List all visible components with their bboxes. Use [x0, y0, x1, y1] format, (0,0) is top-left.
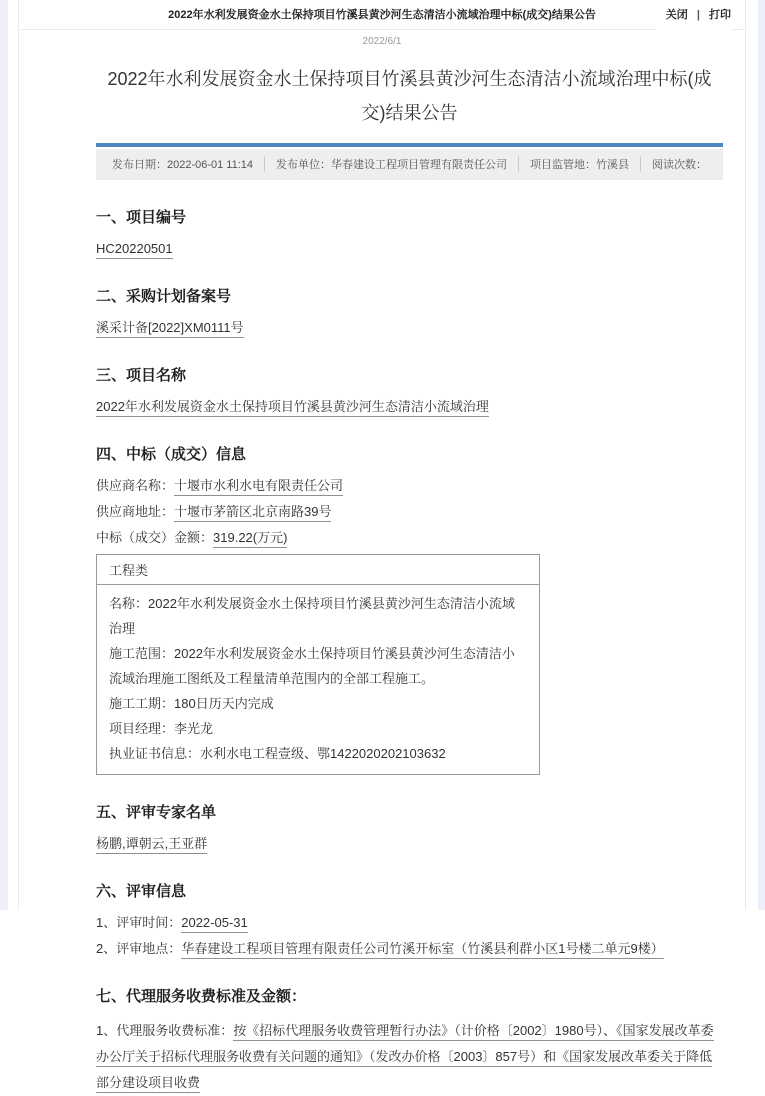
toolbar-separator: | [696, 9, 700, 21]
toolbar-actions [656, 0, 731, 30]
meta-views-label: 阅读次数： [652, 159, 708, 171]
agency-fee-standard-value: 按《招标代理服务收费管理暂行办法》（计价格〔2002〕1980号）、《国家发展改革委办公厅关于招标代理服务收费有关问题的通知》（发改办价格〔2003〕857号）和《国家发展改革委关于降低部分建设项目收费 [96, 1023, 714, 1093]
section-review-info [96, 880, 723, 959]
agency-fee-standard-line [96, 1018, 723, 1096]
print-button[interactable]: 打印 [709, 9, 731, 21]
award-info-table [96, 554, 540, 775]
supplier-name-value: 十堰市水利水电有限责任公司 [174, 478, 343, 496]
project-number-value: HC20220501 [96, 241, 173, 259]
section-plan-record-number-heading: 二、采购计划备案号 [96, 288, 232, 305]
review-location-line [96, 939, 723, 959]
expert-list-value: 杨鹏,谭朝云,王亚群 [96, 836, 207, 854]
section-plan-record-number [96, 285, 723, 338]
award-amount-value: 319.22(万元) [213, 530, 287, 548]
table-row: 施工工期：180日历天内完成 [109, 696, 274, 711]
meta-bar [96, 149, 723, 180]
project-name-value: 2022年水利发展资金水土保持项目竹溪县黄沙河生态清洁小流域治理 [96, 399, 489, 417]
section-award-info-heading: 四、中标（成交）信息 [96, 446, 247, 463]
section-agency-fee [96, 985, 723, 1096]
review-time-value: 2022-05-31 [181, 915, 248, 933]
window-title: 2022年水利发展资金水土保持项目竹溪县黄沙河生态清洁小流域治理中标(成交)结果公告 [168, 9, 596, 21]
section-expert-list [96, 801, 723, 854]
table-row: 名称：2022年水利发展资金水土保持项目竹溪县黄沙河生态清洁小流域治理 [109, 596, 515, 636]
top-toolbar [19, 0, 745, 30]
section-expert-list-heading: 五、评审专家名单 [96, 804, 217, 821]
section-review-info-heading: 六、评审信息 [96, 883, 187, 900]
review-time-label: 1、评审时间： [96, 915, 182, 930]
section-project-number [96, 206, 723, 259]
meta-publisher [264, 156, 518, 172]
table-body-row [97, 585, 540, 775]
table-body-cell [97, 585, 540, 775]
supplier-address-label: 供应商地址： [96, 504, 175, 519]
section-project-name [96, 364, 723, 417]
table-row: 项目经理：李光龙 [109, 721, 214, 736]
plan-record-number-value: 溪采计备[2022]XM0111号 [96, 320, 244, 338]
accent-bar [96, 143, 723, 147]
table-header-row [97, 555, 540, 585]
supplier-address-value: 十堰市茅箭区北京南路39号 [174, 504, 331, 522]
meta-publisher-value: 华春建设工程项目管理有限责任公司 [331, 159, 508, 171]
page-right-gutter [758, 0, 765, 910]
section-project-name-heading: 三、项目名称 [96, 367, 187, 384]
supplier-name-label: 供应商名称： [96, 478, 175, 493]
award-amount-label: 中标（成交）金额： [96, 530, 214, 545]
supplier-name-line [96, 476, 723, 496]
section-agency-fee-heading: 七、代理服务收费标准及金额： [96, 988, 307, 1005]
page-date: 2022/6/1 [362, 36, 402, 47]
meta-publish-date [101, 156, 264, 172]
table-row: 执业证书信息：水利水电工程壹级、鄂1422020202103632 [109, 746, 446, 761]
meta-publish-date-value: 2022-06-01 11:14 [166, 159, 254, 171]
close-button[interactable]: 关闭 [665, 9, 688, 21]
award-amount-line [96, 528, 723, 548]
table-row: 施工范围：2022年水利发展资金水土保持项目竹溪县黄沙河生态清洁小流域治理施工图纸及工程量清单范围内的全部工程施工。 [109, 646, 515, 686]
section-project-number-heading: 一、项目编号 [96, 209, 187, 226]
agency-fee-standard-label: 1、代理服务收费标准： [96, 1023, 234, 1038]
meta-region-label: 项目监管地： [530, 159, 597, 171]
section-award-info [96, 443, 723, 775]
review-time-line [96, 913, 723, 933]
page-left-gutter [0, 0, 8, 910]
page-title: 2022年水利发展资金水土保持项目竹溪县黄沙河生态清洁小流域治理中标(成交)结果公告 [107, 69, 712, 123]
review-location-value: 华春建设工程项目管理有限责任公司竹溪开标室（竹溪县利群小区1号楼二单元9楼） [181, 941, 663, 959]
announcement-article [19, 62, 745, 1096]
meta-region [518, 156, 640, 172]
meta-publish-date-label: 发布日期： [111, 159, 167, 171]
review-location-label: 2、评审地点： [96, 941, 182, 956]
meta-region-value: 竹溪县 [596, 159, 630, 171]
content-frame [18, 0, 746, 1090]
table-header-cell: 工程类 [97, 555, 540, 585]
meta-views [640, 156, 718, 172]
meta-publisher-label: 发布单位： [276, 159, 332, 171]
supplier-address-line [96, 502, 723, 522]
